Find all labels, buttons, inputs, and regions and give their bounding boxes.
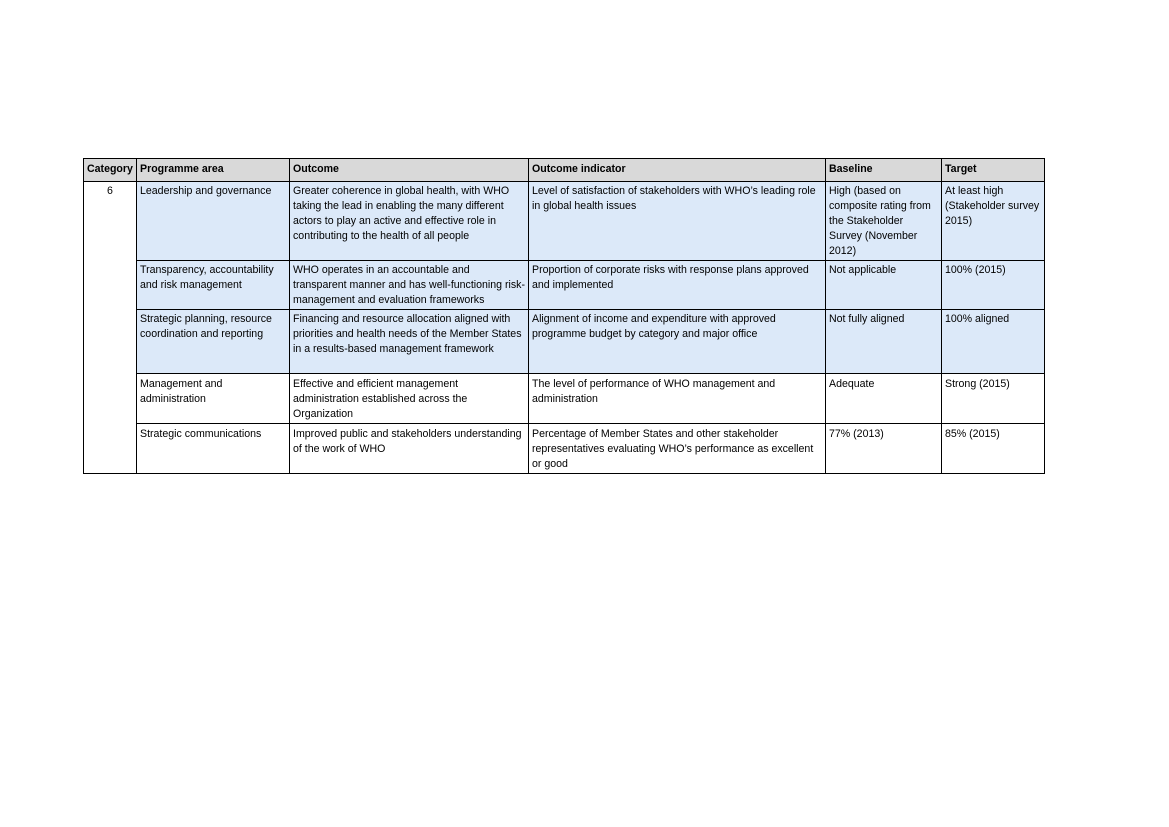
indicator-cell: The level of performance of WHO management and administration (529, 374, 826, 424)
programme-area-cell: Leadership and governance (137, 182, 290, 261)
table-row (84, 310, 1045, 374)
target-cell: 85% (2015) (942, 424, 1045, 474)
table-header-row (84, 159, 1045, 182)
header-target: Target (942, 159, 1045, 182)
baseline-cell: Not fully aligned (826, 310, 942, 374)
target-cell: Strong (2015) (942, 374, 1045, 424)
header-outcome: Outcome (290, 159, 529, 182)
table-row (84, 261, 1045, 310)
indicator-cell: Level of satisfaction of stakeholders with WHO’s leading role in global health issues (529, 182, 826, 261)
header-programme-area: Programme area (137, 159, 290, 182)
baseline-cell: Not applicable (826, 261, 942, 310)
table-row (84, 424, 1045, 474)
indicator-cell: Alignment of income and expenditure with approved programme budget by category and major office (529, 310, 826, 374)
programme-area-cell: Strategic planning, resource coordination and reporting (137, 310, 290, 374)
outcome-cell: WHO operates in an accountable and transparent manner and has well-functioning risk-management and evaluation frameworks (290, 261, 529, 310)
outcome-cell: Greater coherence in global health, with WHO taking the lead in enabling the many different actors to play an active and effective role in contributing to the health of all people (290, 182, 529, 261)
baseline-cell: Adequate (826, 374, 942, 424)
baseline-cell: 77% (2013) (826, 424, 942, 474)
target-cell: 100% aligned (942, 310, 1045, 374)
indicator-cell: Percentage of Member States and other stakeholder representatives evaluating WHO’s performance as excellent or good (529, 424, 826, 474)
outcomes-table-container (83, 158, 1045, 474)
category-cell: 6 (84, 182, 137, 474)
header-category: Category (84, 159, 137, 182)
outcome-cell: Improved public and stakeholders understanding of the work of WHO (290, 424, 529, 474)
programme-area-cell: Transparency, accountability and risk management (137, 261, 290, 310)
header-baseline: Baseline (826, 159, 942, 182)
programme-area-cell: Strategic communications (137, 424, 290, 474)
outcome-cell: Effective and efficient management administration established across the Organization (290, 374, 529, 424)
indicator-cell: Proportion of corporate risks with response plans approved and implemented (529, 261, 826, 310)
outcomes-table (83, 158, 1045, 474)
outcome-cell: Financing and resource allocation aligned with priorities and health needs of the Member States in a results-based management framework (290, 310, 529, 374)
header-outcome-indicator: Outcome indicator (529, 159, 826, 182)
table-row (84, 182, 1045, 261)
target-cell: At least high (Stakeholder survey 2015) (942, 182, 1045, 261)
target-cell: 100% (2015) (942, 261, 1045, 310)
programme-area-cell: Management and administration (137, 374, 290, 424)
baseline-cell: High (based on composite rating from the Stakeholder Survey (November 2012) (826, 182, 942, 261)
table-row (84, 374, 1045, 424)
